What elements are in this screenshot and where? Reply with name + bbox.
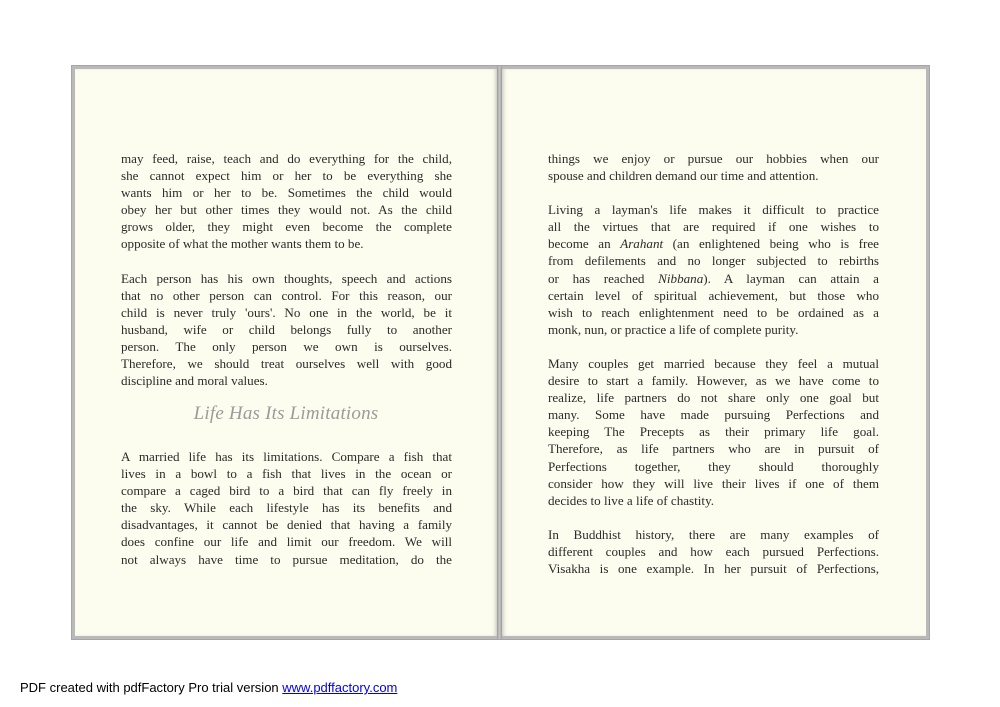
text-line: In Buddhist history, there are many examples of bbox=[548, 526, 879, 542]
text-line: certain level of spiritual achievement, but those who bbox=[548, 287, 879, 303]
book-spread bbox=[72, 66, 929, 639]
text-line: opposite of what the mother wants them to be. bbox=[121, 236, 364, 252]
pdf-footer bbox=[20, 680, 397, 695]
text-line: not always have time to pursue meditation, do the bbox=[121, 551, 452, 567]
text-line: decides to live a life of chastity. bbox=[548, 492, 715, 508]
section-heading: Life Has Its Limitations bbox=[193, 403, 379, 424]
text-line: person. The only person we own is ourselves. bbox=[121, 338, 452, 354]
text-line: desire to start a family. However, as we have come to bbox=[548, 373, 879, 389]
paragraph bbox=[121, 150, 452, 253]
text-line: discipline and moral values. bbox=[121, 373, 268, 389]
italic-term: Arahant bbox=[620, 236, 664, 252]
text-line: Perfections together, they should thoroughly bbox=[548, 458, 879, 474]
text-line: spouse and children demand our time and attention. bbox=[548, 168, 819, 184]
text-line: wants him or her to be. Sometimes the child would bbox=[121, 185, 452, 201]
right-page bbox=[502, 69, 926, 636]
text-line: grows older, they might even become the complete bbox=[121, 219, 452, 235]
text-line: the sky. While each lifestyle has its benefits and bbox=[121, 500, 452, 516]
text-line: Many couples get married because they feel a mutual bbox=[548, 355, 879, 371]
text-line: realize, life partners do not share only one goal but bbox=[548, 390, 879, 406]
left-page bbox=[75, 69, 497, 636]
paragraph bbox=[548, 201, 879, 338]
text-line: things we enjoy or pursue our hobbies when our bbox=[548, 151, 879, 166]
paragraph bbox=[121, 448, 452, 568]
paragraph bbox=[548, 150, 879, 184]
paragraph bbox=[548, 526, 879, 577]
left-text-block-bottom bbox=[121, 448, 452, 568]
text-line: consider how they will live their lives if one of them bbox=[548, 475, 879, 491]
text-line: from defilements and no longer subjected to rebirths bbox=[548, 253, 879, 269]
pdffactory-link[interactable]: www.pdffactory.com bbox=[282, 680, 398, 695]
text-line: may feed, raise, teach and do everything for the child, bbox=[121, 151, 452, 166]
footer-text: PDF created with pdfFactory Pro trial version bbox=[20, 680, 283, 695]
paragraph bbox=[548, 355, 879, 509]
text-line: does confine our life and limit our freedom. We will bbox=[121, 534, 452, 550]
text-fragment: become an bbox=[548, 236, 621, 252]
text-line: compare a caged bird to a bird that can fly freely in bbox=[121, 483, 452, 499]
text-line: different couples and how each pursued Perfections. bbox=[548, 543, 879, 559]
text-line: obey her but other times they would not. As the child bbox=[121, 202, 452, 218]
text-line: monk, nun, or practice a life of complete purity. bbox=[548, 321, 799, 337]
text-fragment: or has reached bbox=[548, 270, 659, 286]
text-line bbox=[548, 270, 879, 287]
text-line: many. Some have made pursuing Perfections and bbox=[548, 407, 879, 423]
text-line: keeping The Precepts as their primary life goal. bbox=[548, 424, 879, 440]
text-line: Visakha is one example. In her pursuit of Perfections, bbox=[548, 560, 879, 576]
text-line: disadvantages, it cannot be denied that having a family bbox=[121, 517, 452, 533]
text-line: she cannot expect him or her to be everything she bbox=[121, 168, 452, 184]
text-line: Each person has his own thoughts, speech and actions bbox=[121, 270, 452, 286]
text-line: lives in a bowl to a fish that lives in the ocean or bbox=[121, 466, 452, 482]
text-line: Living a layman's life makes it difficult to practice bbox=[548, 202, 879, 218]
text-line: that no other person can control. For this reason, our bbox=[121, 287, 452, 303]
text-line: husband, wife or child belongs fully to another bbox=[121, 321, 452, 337]
text-line bbox=[548, 235, 879, 252]
text-line: A married life has its limitations. Compare a fish that bbox=[121, 449, 452, 464]
text-fragment: ). A layman can attain a bbox=[703, 270, 879, 286]
text-fragment: (an enlightened being who is free bbox=[663, 236, 879, 252]
paragraph bbox=[121, 270, 452, 390]
italic-term: Nibbana bbox=[658, 270, 704, 286]
left-text-block-top bbox=[121, 150, 452, 389]
text-line: Therefore, we should treat ourselves well with good bbox=[121, 356, 452, 372]
text-line: Therefore, as life partners who are in pursuit of bbox=[548, 441, 879, 457]
right-text-block bbox=[548, 150, 879, 577]
text-line: all the virtues that are required if one wishes to bbox=[548, 219, 879, 235]
text-line: child is never truly 'ours'. No one in the world, be it bbox=[121, 304, 452, 320]
text-line: wish to reach enlightenment need to be ordained as a bbox=[548, 304, 879, 320]
